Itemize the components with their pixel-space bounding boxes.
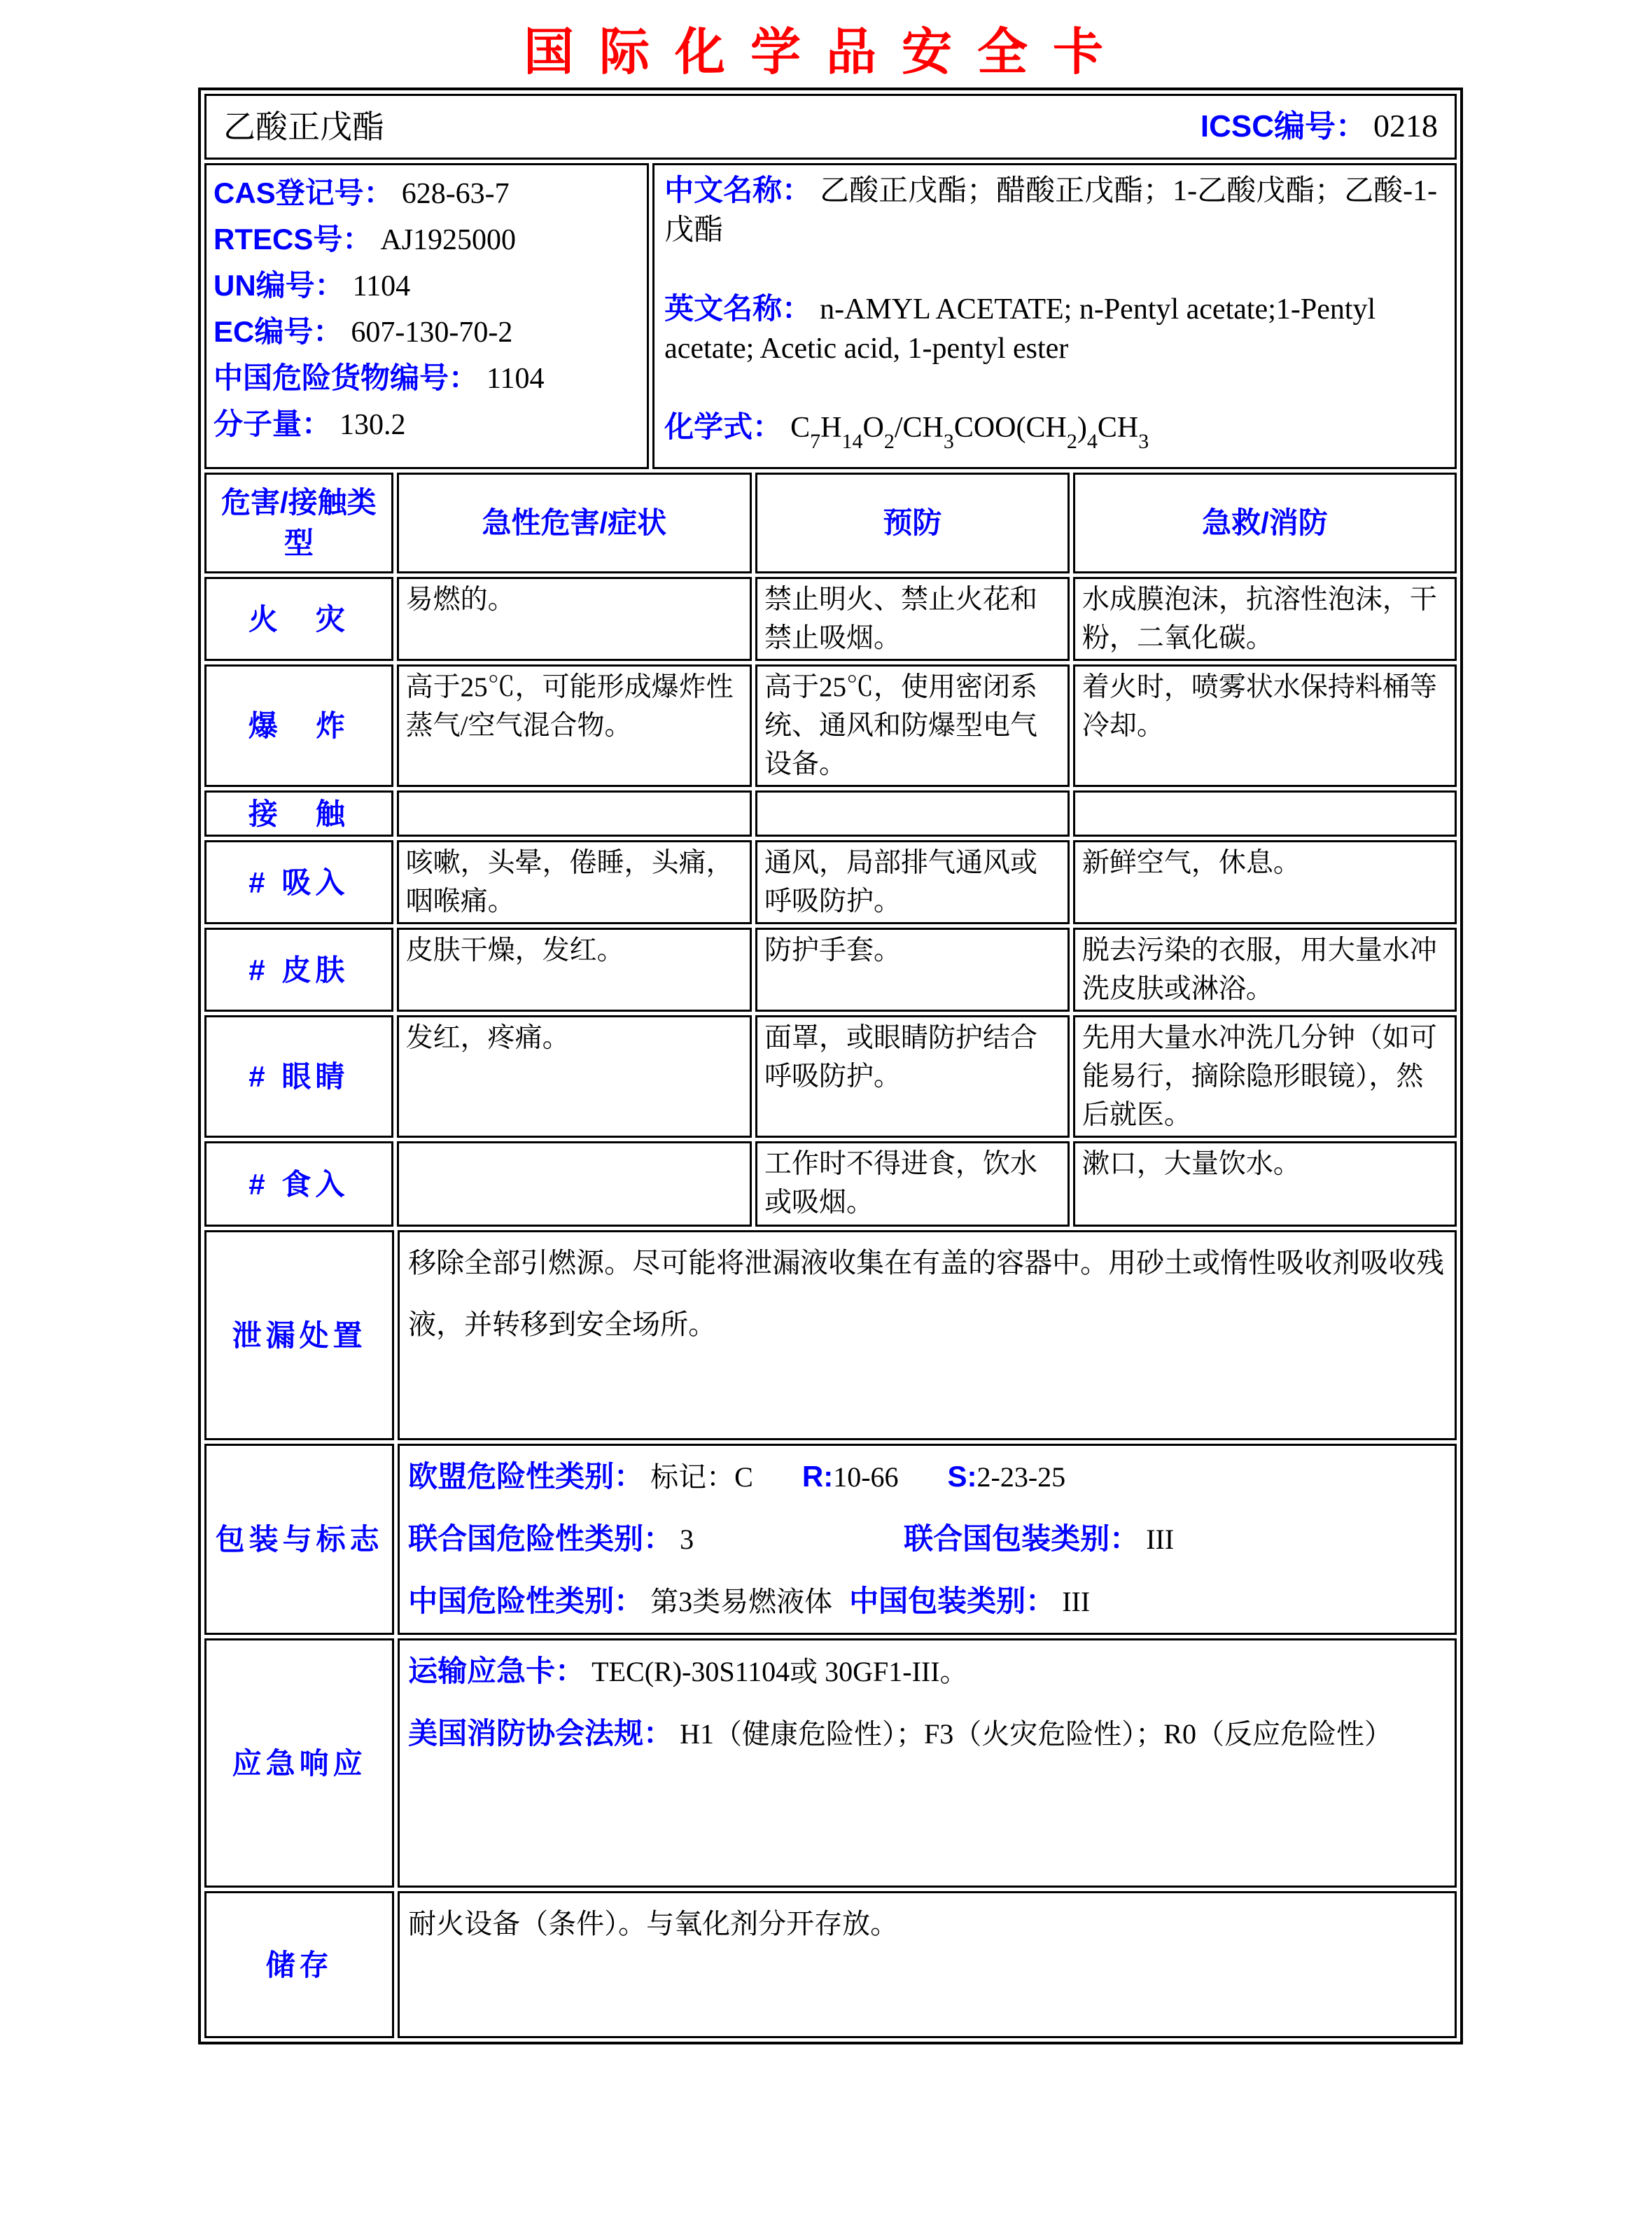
un-class-line	[408, 1508, 1446, 1570]
ec-number-line	[214, 309, 644, 356]
exposure-prevention	[755, 790, 1070, 837]
name-flex	[223, 106, 1438, 147]
chinese-name-label: 中文名称：	[664, 174, 812, 207]
hazard-header-prevention: 预防	[755, 473, 1070, 573]
storage-label: 储存	[204, 1891, 394, 2038]
emergency-content	[398, 1638, 1457, 1888]
safety-card	[198, 88, 1463, 2044]
icsc-number-group	[1200, 106, 1438, 147]
eu-class-line	[408, 1446, 1446, 1508]
fire-symptom: 易燃的。	[397, 577, 752, 661]
chemical-formula: $C_7H_{14}O_2/CH_3COO(CH_2)_4CH_3$	[790, 412, 1149, 453]
spill-text: 移除全部引燃源。尽可能将泄漏液收集在有盖的容器中。用砂土或惰性吸收剂吸收残液，并转移到安全场所。	[398, 1230, 1457, 1440]
cn-class-value: 第3类易燃液体	[650, 1586, 833, 1617]
inhalation-prevention: 通风，局部排气通风或呼吸防护。	[755, 840, 1070, 924]
eyes-symptom: 发红，疼痛。	[397, 1015, 752, 1138]
chinese-name-para	[664, 171, 1445, 250]
skin-symptom: 皮肤干燥，发红。	[397, 928, 752, 1012]
un-number-line	[214, 263, 644, 309]
skin-prevention: 防护手套。	[755, 928, 1070, 1012]
chinese-name-value: 乙酸正戊酯；醋酸正戊酯；1-乙酸戊酯；乙酸-1-戊酯	[664, 175, 1438, 246]
fire-label: 火 灾	[204, 577, 393, 661]
mol-weight-value: 130.2	[340, 409, 406, 441]
hazard-row-ingestion	[204, 1141, 1457, 1227]
explosion-label: 爆 炸	[204, 664, 393, 787]
exposure-label: 接 触	[204, 790, 393, 837]
icsc-number-value: 0218	[1373, 108, 1438, 144]
un-class-label: 联合国危险性类别：	[408, 1522, 673, 1555]
inhalation-symptom: 咳嗽，头晕，倦睡，头痛，咽喉痛。	[397, 840, 752, 924]
eu-class-label: 欧盟危险性类别：	[408, 1460, 644, 1493]
fire-response: 水成膜泡沫，抗溶性泡沫，干粉，二氧化碳。	[1073, 577, 1457, 661]
hazard-row-inhalation	[204, 840, 1457, 924]
exposure-response	[1073, 790, 1457, 837]
un-pack-value: III	[1146, 1524, 1175, 1555]
rtecs-label: RTECS号：	[214, 223, 372, 256]
un-pack-label: 联合国包装类别：	[904, 1522, 1140, 1555]
china-dg-value: 1104	[486, 363, 545, 395]
skin-label: # 皮肤	[204, 928, 393, 1012]
hazard-row-explosion	[204, 664, 1457, 787]
names-cell	[652, 163, 1457, 469]
header-table	[201, 90, 1460, 473]
china-dg-number-line	[214, 356, 644, 402]
terc-value: TEC(R)-30S1104或 30GF1-III。	[592, 1656, 968, 1687]
chemical-name-row	[204, 94, 1457, 160]
spill-label: 泄漏处置	[204, 1230, 394, 1440]
english-name-value: n-AMYL ACETATE; n-Pentyl acetate;1-Pentyl acetate; Acetic acid, 1-pentyl ester	[664, 293, 1376, 365]
identifiers-row	[204, 163, 1457, 469]
ec-label: EC编号：	[214, 315, 343, 348]
un-class-value: 3	[680, 1524, 694, 1555]
r-phrase-value: 10-66	[833, 1461, 899, 1493]
storage-row	[204, 1891, 1457, 2038]
explosion-prevention: 高于25℃，使用密闭系统、通风和防爆型电气设备。	[755, 664, 1070, 787]
rtecs-number-line	[214, 217, 644, 263]
hazard-row-eyes	[204, 1015, 1457, 1138]
formula-para	[664, 407, 1445, 461]
identifiers-cell	[204, 163, 649, 469]
spill-row	[204, 1230, 1457, 1440]
chemical-name: 乙酸正戊酯	[223, 109, 384, 145]
un-label: UN编号：	[214, 269, 344, 302]
hazard-header-firstaid: 急救/消防	[1073, 473, 1457, 573]
eyes-response: 先用大量水冲洗几分钟（如可能易行，摘除隐形眼镜），然后就医。	[1073, 1015, 1457, 1138]
eyes-label: # 眼睛	[204, 1015, 393, 1138]
english-name-para	[664, 289, 1445, 368]
cn-pack-value: III	[1062, 1586, 1091, 1617]
cas-number-line	[214, 171, 644, 217]
chemical-name-cell	[204, 94, 1457, 160]
hazard-header-row	[204, 473, 1457, 573]
ingestion-symptom	[397, 1141, 752, 1227]
ec-value: 607-130-70-2	[351, 316, 513, 349]
s-phrase-label: S:	[947, 1460, 977, 1493]
storage-text: 耐火设备（条件）。与氧化剂分开存放。	[398, 1891, 1457, 2038]
s-phrase-value: 2-23-25	[976, 1461, 1066, 1493]
icsc-number-label: ICSC编号：	[1200, 109, 1366, 144]
terc-line	[408, 1640, 1446, 1703]
packaging-label: 包装与标志	[204, 1444, 394, 1635]
terc-label: 运输应急卡：	[408, 1654, 585, 1687]
formula-label: 化学式：	[664, 410, 783, 443]
skin-response: 脱去污染的衣服，用大量水冲洗皮肤或淋浴。	[1073, 928, 1457, 1012]
china-dg-label: 中国危险货物编号：	[214, 361, 479, 394]
eyes-prevention: 面罩，或眼睛防护结合呼吸防护。	[755, 1015, 1070, 1138]
cn-class-line	[408, 1570, 1446, 1633]
hazard-row-exposure	[204, 790, 1457, 837]
explosion-symptom: 高于25℃，可能形成爆炸性蒸气/空气混合物。	[397, 664, 752, 787]
packaging-row	[204, 1444, 1457, 1635]
ingestion-label: # 食入	[204, 1141, 393, 1227]
cas-label: CAS登记号：	[214, 176, 393, 209]
emergency-row	[204, 1638, 1457, 1888]
hazard-row-skin	[204, 928, 1457, 1012]
hazard-row-fire	[204, 577, 1457, 661]
nfpa-value: H1（健康危险性）；F3（火灾危险性）；R0（反应危险性）	[680, 1718, 1392, 1750]
hazard-table	[201, 469, 1460, 1230]
fire-prevention: 禁止明火、禁止火花和禁止吸烟。	[755, 577, 1070, 661]
un-value: 1104	[352, 270, 411, 302]
r-phrase-label: R:	[802, 1460, 834, 1493]
mol-weight-line	[214, 402, 644, 448]
exposure-symptom	[397, 790, 752, 837]
hazard-header-type: 危害/接触类型	[204, 473, 393, 573]
ingestion-prevention: 工作时不得进食，饮水或吸烟。	[755, 1141, 1070, 1227]
cas-value: 628-63-7	[401, 178, 510, 210]
hazard-header-symptoms: 急性危害/症状	[397, 473, 752, 573]
inhalation-label: # 吸入	[204, 840, 393, 924]
emergency-label: 应急响应	[204, 1638, 394, 1888]
page-title: 国际化学品安全卡	[523, 25, 1128, 81]
inhalation-response: 新鲜空气，休息。	[1073, 840, 1457, 924]
sections-table	[201, 1227, 1460, 2042]
cn-class-label: 中国危险性类别：	[408, 1584, 644, 1617]
mol-weight-label: 分子量：	[214, 407, 332, 440]
packaging-content	[398, 1444, 1457, 1635]
explosion-response: 着火时，喷雾状水保持料桶等冷却。	[1073, 664, 1457, 787]
nfpa-line	[408, 1703, 1446, 1765]
rtecs-value: AJ1925000	[380, 224, 517, 256]
english-name-label: 英文名称：	[664, 292, 812, 325]
cn-pack-label: 中国包装类别：	[849, 1584, 1056, 1617]
ingestion-response: 漱口，大量饮水。	[1073, 1141, 1457, 1227]
nfpa-label: 美国消防协会法规：	[408, 1717, 673, 1750]
eu-class-mark: 标记：C	[650, 1461, 753, 1493]
